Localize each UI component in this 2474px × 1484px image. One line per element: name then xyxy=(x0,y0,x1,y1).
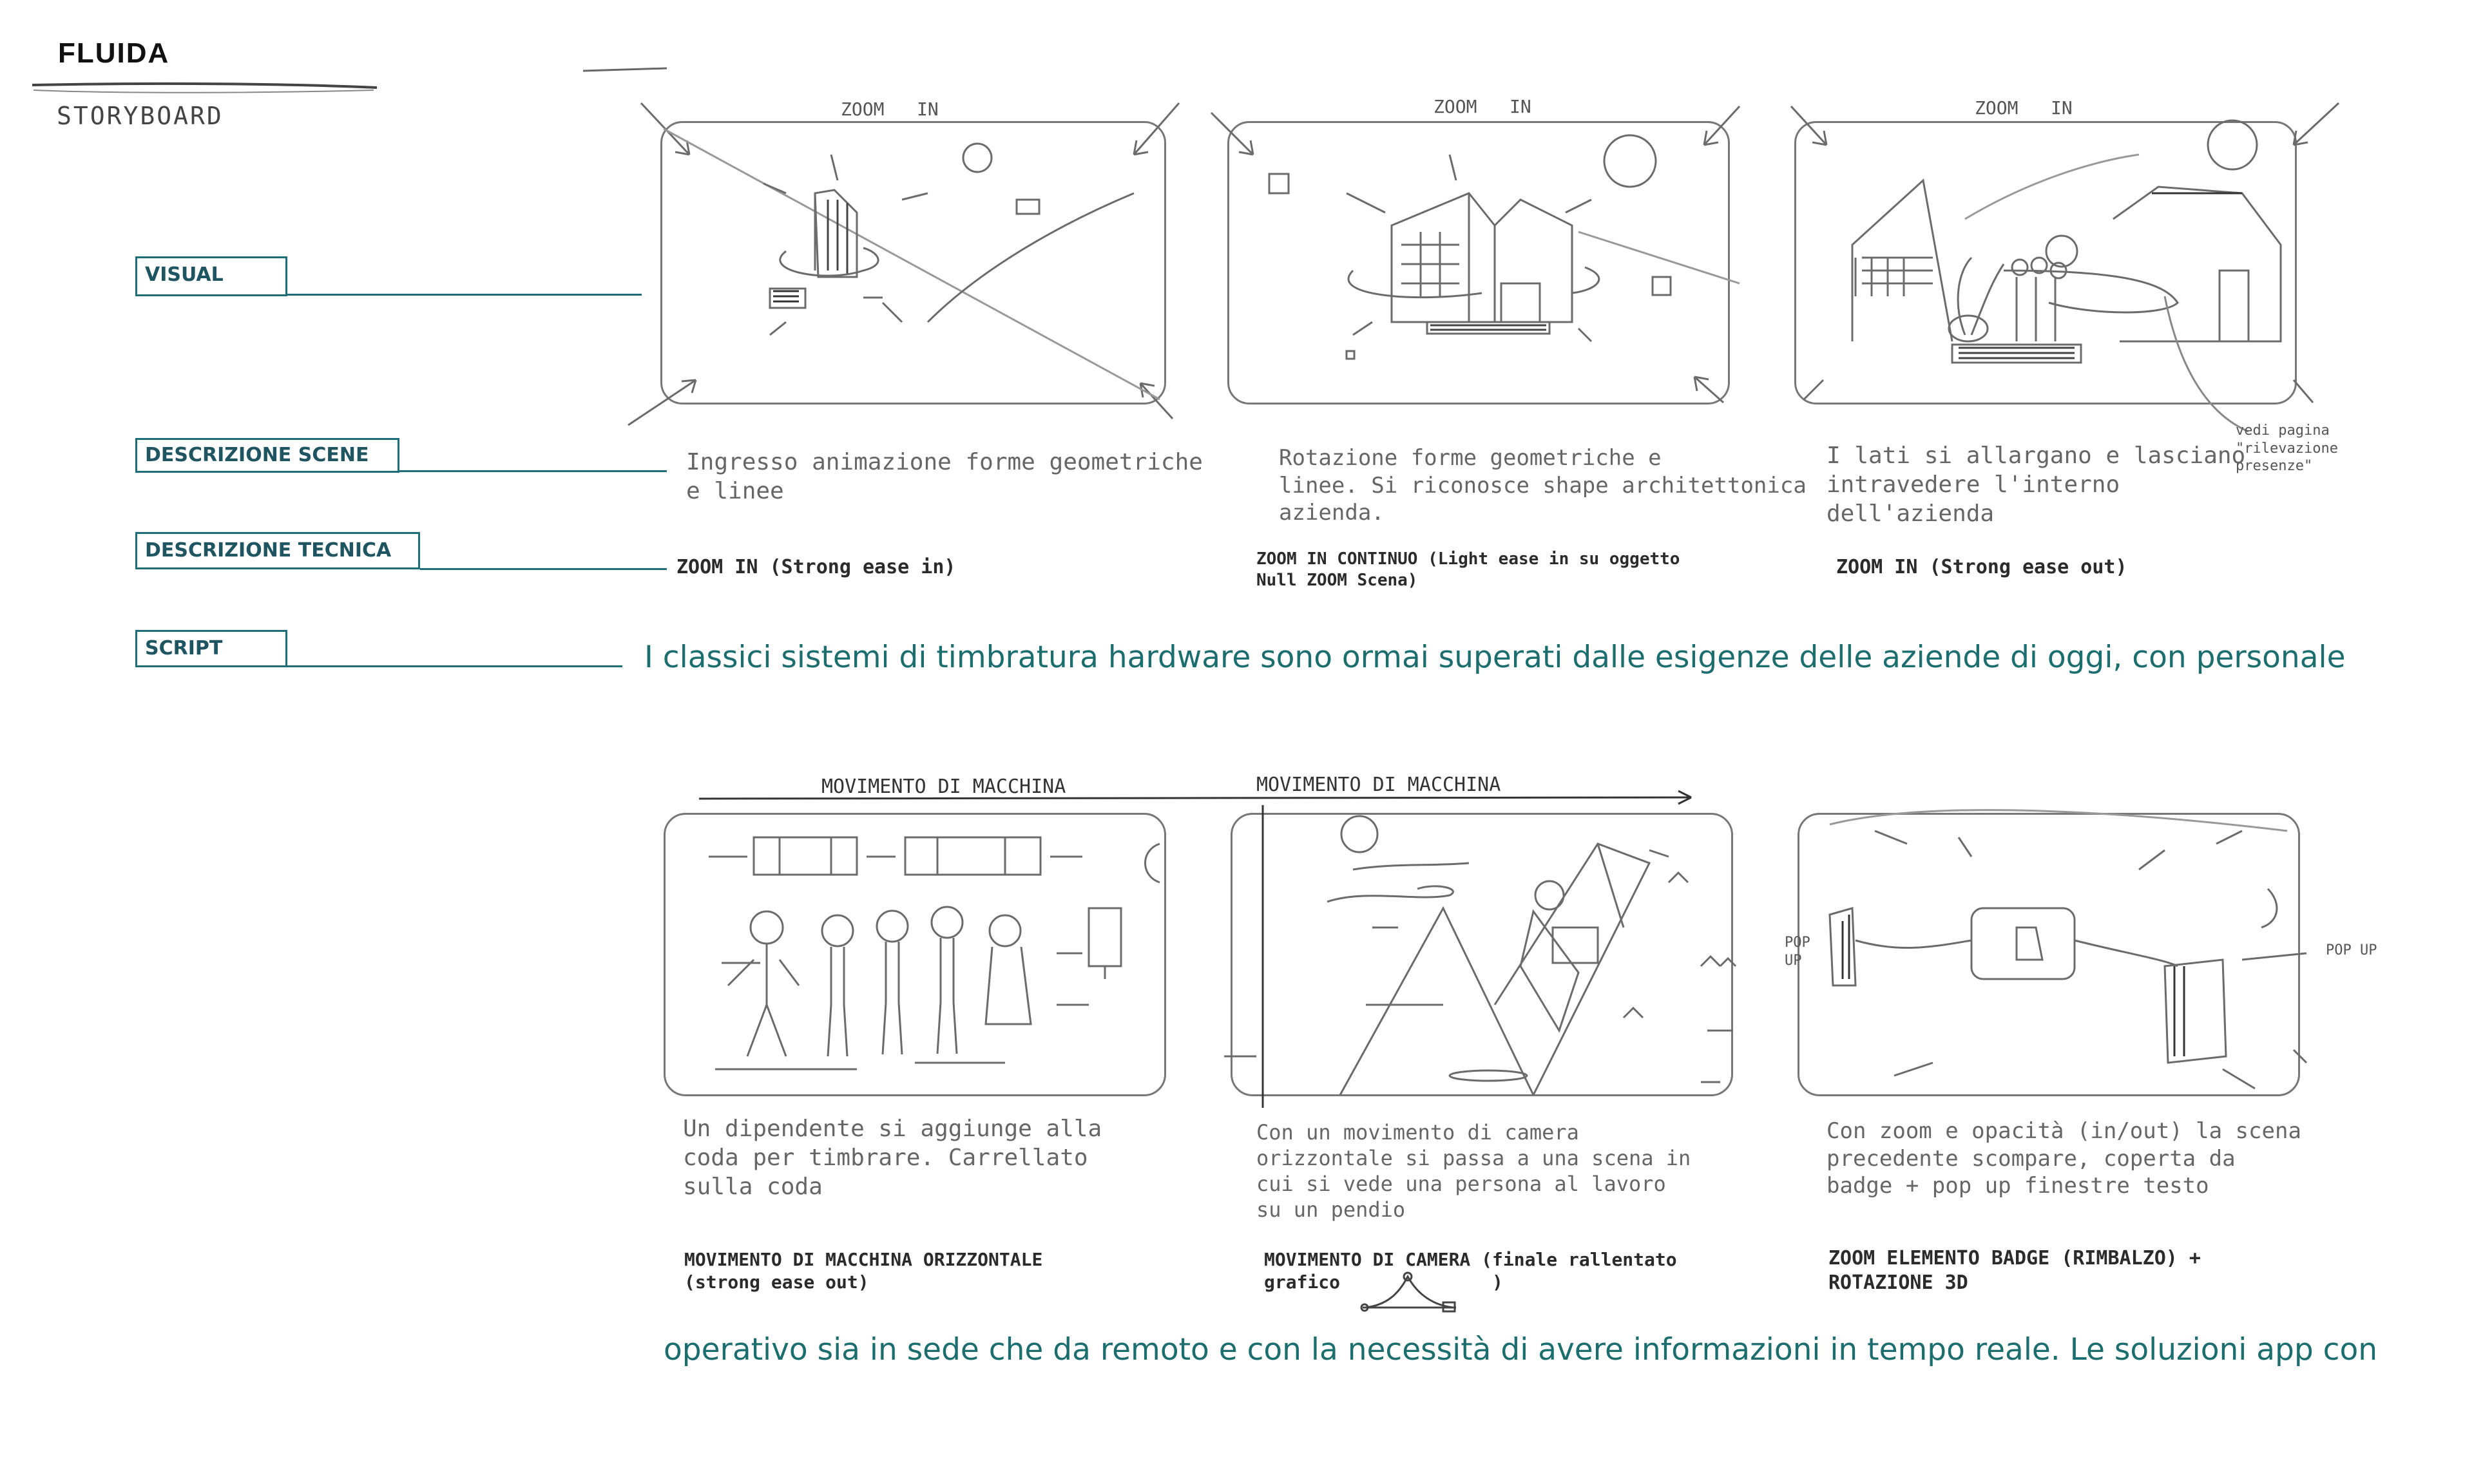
brand-title: FLUIDA xyxy=(58,37,170,69)
label-script: SCRIPT xyxy=(135,630,287,667)
frame6-tech-desc: ZOOM ELEMENTO BADGE (RIMBALZO) + ROTAZIONE 3D xyxy=(1828,1247,2201,1294)
frame1-tech-desc: ZOOM IN (Strong ease in) xyxy=(676,556,956,578)
frame3-zoom-note: ZOOM IN xyxy=(1975,97,2073,119)
frame3-tech-desc: ZOOM IN (Strong ease out) xyxy=(1836,556,2127,578)
frame2-tech-desc: ZOOM IN CONTINUO (Light ease in su oggetto Null ZOOM Scena) xyxy=(1256,549,1680,590)
script-line-2: operativo sia in sede che da remoto e con la necessità di avere informazioni in tempo reale. Le soluzioni app con xyxy=(664,1332,2378,1367)
frame6-scene-desc: Con zoom e opacità (in/out) la scena precedente scompare, coperta da badge + pop up finestre testo xyxy=(1827,1118,2301,1199)
storyboard-subtitle: STORYBOARD xyxy=(57,102,224,130)
label-tech: DESCRIZIONE TECNICA xyxy=(135,532,420,569)
frame6-popup-right-note: POP UP xyxy=(2326,942,2377,958)
frame3-side-note: vedi pagina "rilevazione presenze" xyxy=(2236,423,2338,474)
frame2-scene-desc: Rotazione forme geometriche e linee. Si riconosce shape architettonica azienda. xyxy=(1279,445,1807,526)
frame4-tech-desc: MOVIMENTO DI MACCHINA ORIZZONTALE (strong ease out) xyxy=(684,1249,1043,1293)
frame4-scene-desc: Un dipendente si aggiunge alla coda per timbrare. Carrellato sulla coda xyxy=(683,1116,1102,1200)
script-line-1: I classici sistemi di timbratura hardware sono ormai superati dalle esigenze delle aziende di oggi, con personale xyxy=(644,640,2346,675)
frame3-scene-desc: I lati si allargano e lasciano intravedere l'interno dell'azienda xyxy=(1827,442,2246,527)
frame2-zoom-note: ZOOM IN xyxy=(1434,96,1531,117)
camera-note-1: MOVIMENTO DI MACCHINA xyxy=(821,775,1066,798)
frame5-scene-desc: Con un movimento di camera orizzontale si passa a una scena in cui si vede una persona al lavoro su un pendio xyxy=(1256,1120,1691,1222)
camera-note-2: MOVIMENTO DI MACCHINA xyxy=(1256,774,1501,796)
frame5-tech-desc: MOVIMENTO DI CAMERA (finale rallentato grafico ) xyxy=(1264,1249,1677,1293)
label-visual: VISUAL xyxy=(135,256,287,296)
label-scene: DESCRIZIONE SCENE xyxy=(135,438,399,473)
frame6-popup-left-note: POP UP xyxy=(1785,935,1810,969)
frame1-scene-desc: Ingresso animazione forme geometriche e linee xyxy=(686,449,1203,504)
frame1-zoom-note: ZOOM IN xyxy=(841,99,939,120)
